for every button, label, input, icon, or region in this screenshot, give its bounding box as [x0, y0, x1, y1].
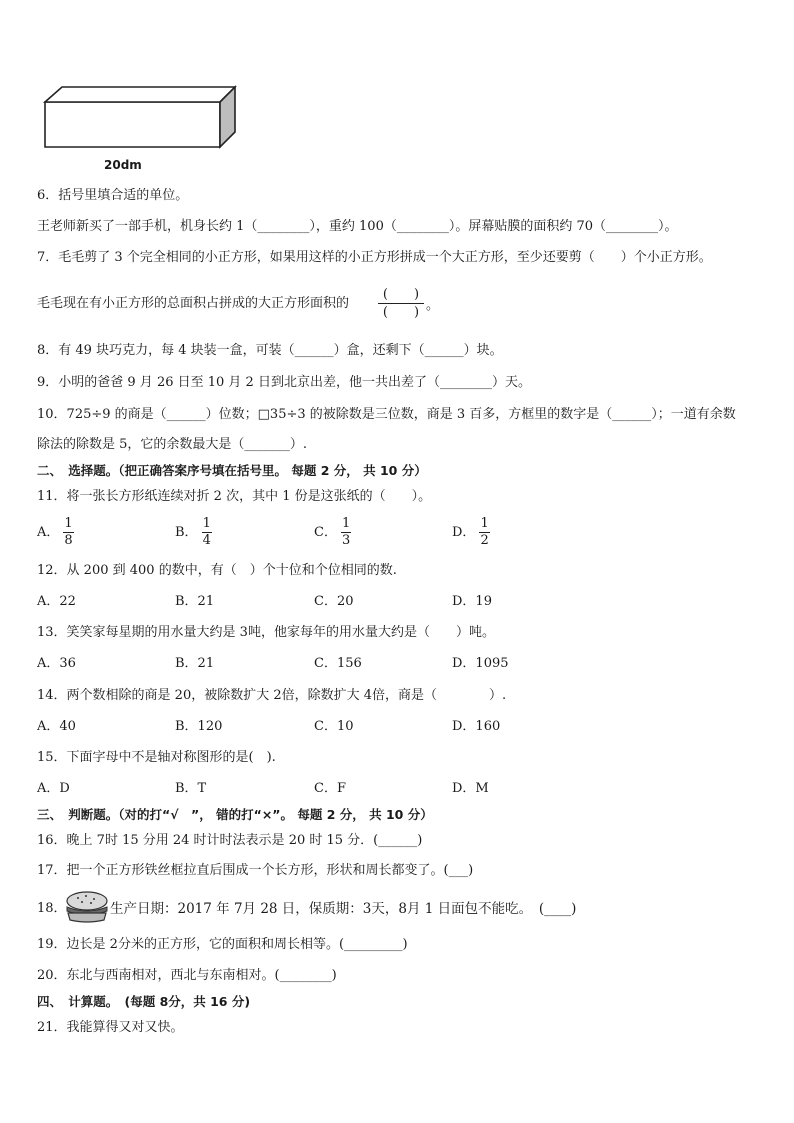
option-fraction [63, 516, 73, 549]
option-fraction [479, 516, 489, 549]
question-20: 20．东北与西南相对，西北与东南相对。(________) [37, 968, 337, 983]
q12-option-c: C．20 [314, 594, 354, 609]
question-8: 8．有 49 块巧克力，每 4 块装一盒，可装（______）盒，还剩下（______）块。 [37, 343, 503, 358]
fraction-denominator: 3 [341, 533, 351, 548]
fraction-numerator-blank: ( ) [378, 286, 424, 304]
option-letter: A． [37, 525, 60, 540]
question-18-text: 生产日期：2017 年 7月 28 日，保质期：3天，8月 1 日面包不能吃。 (____) [110, 901, 577, 917]
question-7-end: 。 [426, 298, 440, 313]
q11-option-a [37, 516, 74, 549]
fraction-numerator: 1 [64, 516, 73, 531]
q15-option-c: C．F [314, 781, 346, 796]
cuboid-length-label: 20dm [104, 158, 142, 172]
q14-option-c: C．10 [314, 719, 354, 734]
q11-option-d [452, 516, 490, 549]
question-10-text: 除法的除数是 5，它的余数最大是（_______）. [37, 437, 308, 452]
option-fraction [202, 516, 212, 549]
fraction-numerator: 1 [202, 516, 211, 531]
q12-option-b: B．21 [175, 594, 215, 609]
cuboid-top-face [45, 87, 235, 102]
fraction-denominator: 2 [480, 533, 489, 548]
q11-option-b [175, 516, 212, 549]
question-10: 10．725÷9 的商是（______）位数；□35÷3 的被除数是三位数，商是 3 百多，方框里的数字是（______）；一道有余数 [37, 407, 736, 422]
option-fraction [341, 516, 351, 549]
question-21: 21．我能算得又对又快。 [37, 1020, 184, 1035]
question-7: 7．毛毛剪了 3 个完全相同的小正方形，如果用这样的小正方形拼成一个大正方形，至少还要剪（ ）个小正方形。 [37, 250, 712, 265]
cuboid-figure [40, 82, 260, 162]
question-11: 11．将一张长方形纸连续对折 2 次，其中 1 份是这张纸的（ ）。 [37, 489, 432, 504]
question-7-text [37, 295, 349, 313]
option-letter: B． [175, 525, 198, 540]
q13-option-d: D．1095 [452, 656, 509, 671]
question-7-text-main: 毛毛现在有小正方形的总面积占拼成的大正方形面积的 [37, 296, 350, 311]
section-3-heading: 三、 判断题。（对的打“√ ”， 错的打“×”。 每题 2 分， 共 10 分） [37, 807, 433, 822]
fraction-numerator: 1 [341, 516, 351, 531]
question-6-text: 王老师新买了一部手机，机身长约 1（________），重约 100（________）。屏幕贴膜的面积约 70（________）。 [37, 219, 678, 234]
q13-option-a: A．36 [37, 656, 76, 671]
question-14: 14．两个数相除的商是 20，被除数扩大 2倍，除数扩大 4倍，商是（ ）. [37, 688, 507, 703]
section-4-heading: 四、 计算题。 (每题 8分，共 16 分) [37, 994, 251, 1009]
q14-option-d: D．160 [452, 719, 501, 734]
question-15: 15．下面字母中不是轴对称图形的是( ). [37, 750, 276, 765]
question-12: 12．从 200 到 400 的数中，有（ ）个十位和个位相同的数. [37, 563, 397, 578]
option-letter: C． [314, 525, 337, 540]
question-17: 17．把一个正方形铁丝框拉直后围成一个长方形，形状和周长都变了。(___) [37, 863, 474, 878]
question-6: 6．括号里填合适的单位。 [37, 188, 189, 203]
q14-option-b: B．120 [175, 719, 223, 734]
fraction-numerator: 1 [480, 516, 489, 531]
fraction-denominator: 4 [202, 533, 211, 548]
q15-option-b: B．T [175, 781, 207, 796]
q12-option-d: D．19 [452, 594, 492, 609]
question-19: 19．边长是 2分米的正方形，它的面积和周长相等。(_________) [37, 937, 408, 952]
question-13: 13．笑笑家每星期的用水量大约是 3吨，他家每年的用水量大约是（ ）吨。 [37, 625, 495, 640]
bread-icon [64, 890, 110, 924]
section-2-heading: 二、 选择题。（把正确答案序号填在括号里。 每题 2 分， 共 10 分） [37, 463, 427, 478]
q15-option-d: D．M [452, 781, 489, 796]
question-7-fraction [378, 286, 424, 321]
q14-option-a: A．40 [37, 719, 76, 734]
q13-option-b: B．21 [175, 656, 215, 671]
fraction-denominator: 8 [64, 533, 73, 548]
q12-option-a: A．22 [37, 594, 76, 609]
option-letter: D． [452, 525, 476, 540]
cuboid-front-face [45, 102, 220, 147]
question-9: 9．小明的爸爸 9 月 26 日至 10 月 2 日到北京出差，他一共出差了（________）天。 [37, 375, 531, 390]
question-16: 16．晚上 7时 15 分用 24 时计时法表示是 20 时 15 分．(______) [37, 833, 423, 848]
q15-option-a: A．D [37, 781, 70, 796]
fraction-denominator-blank: ( ) [382, 305, 420, 320]
question-18-number: 18． [37, 901, 67, 916]
q13-option-c: C．156 [314, 656, 362, 671]
q11-option-c [314, 516, 351, 549]
